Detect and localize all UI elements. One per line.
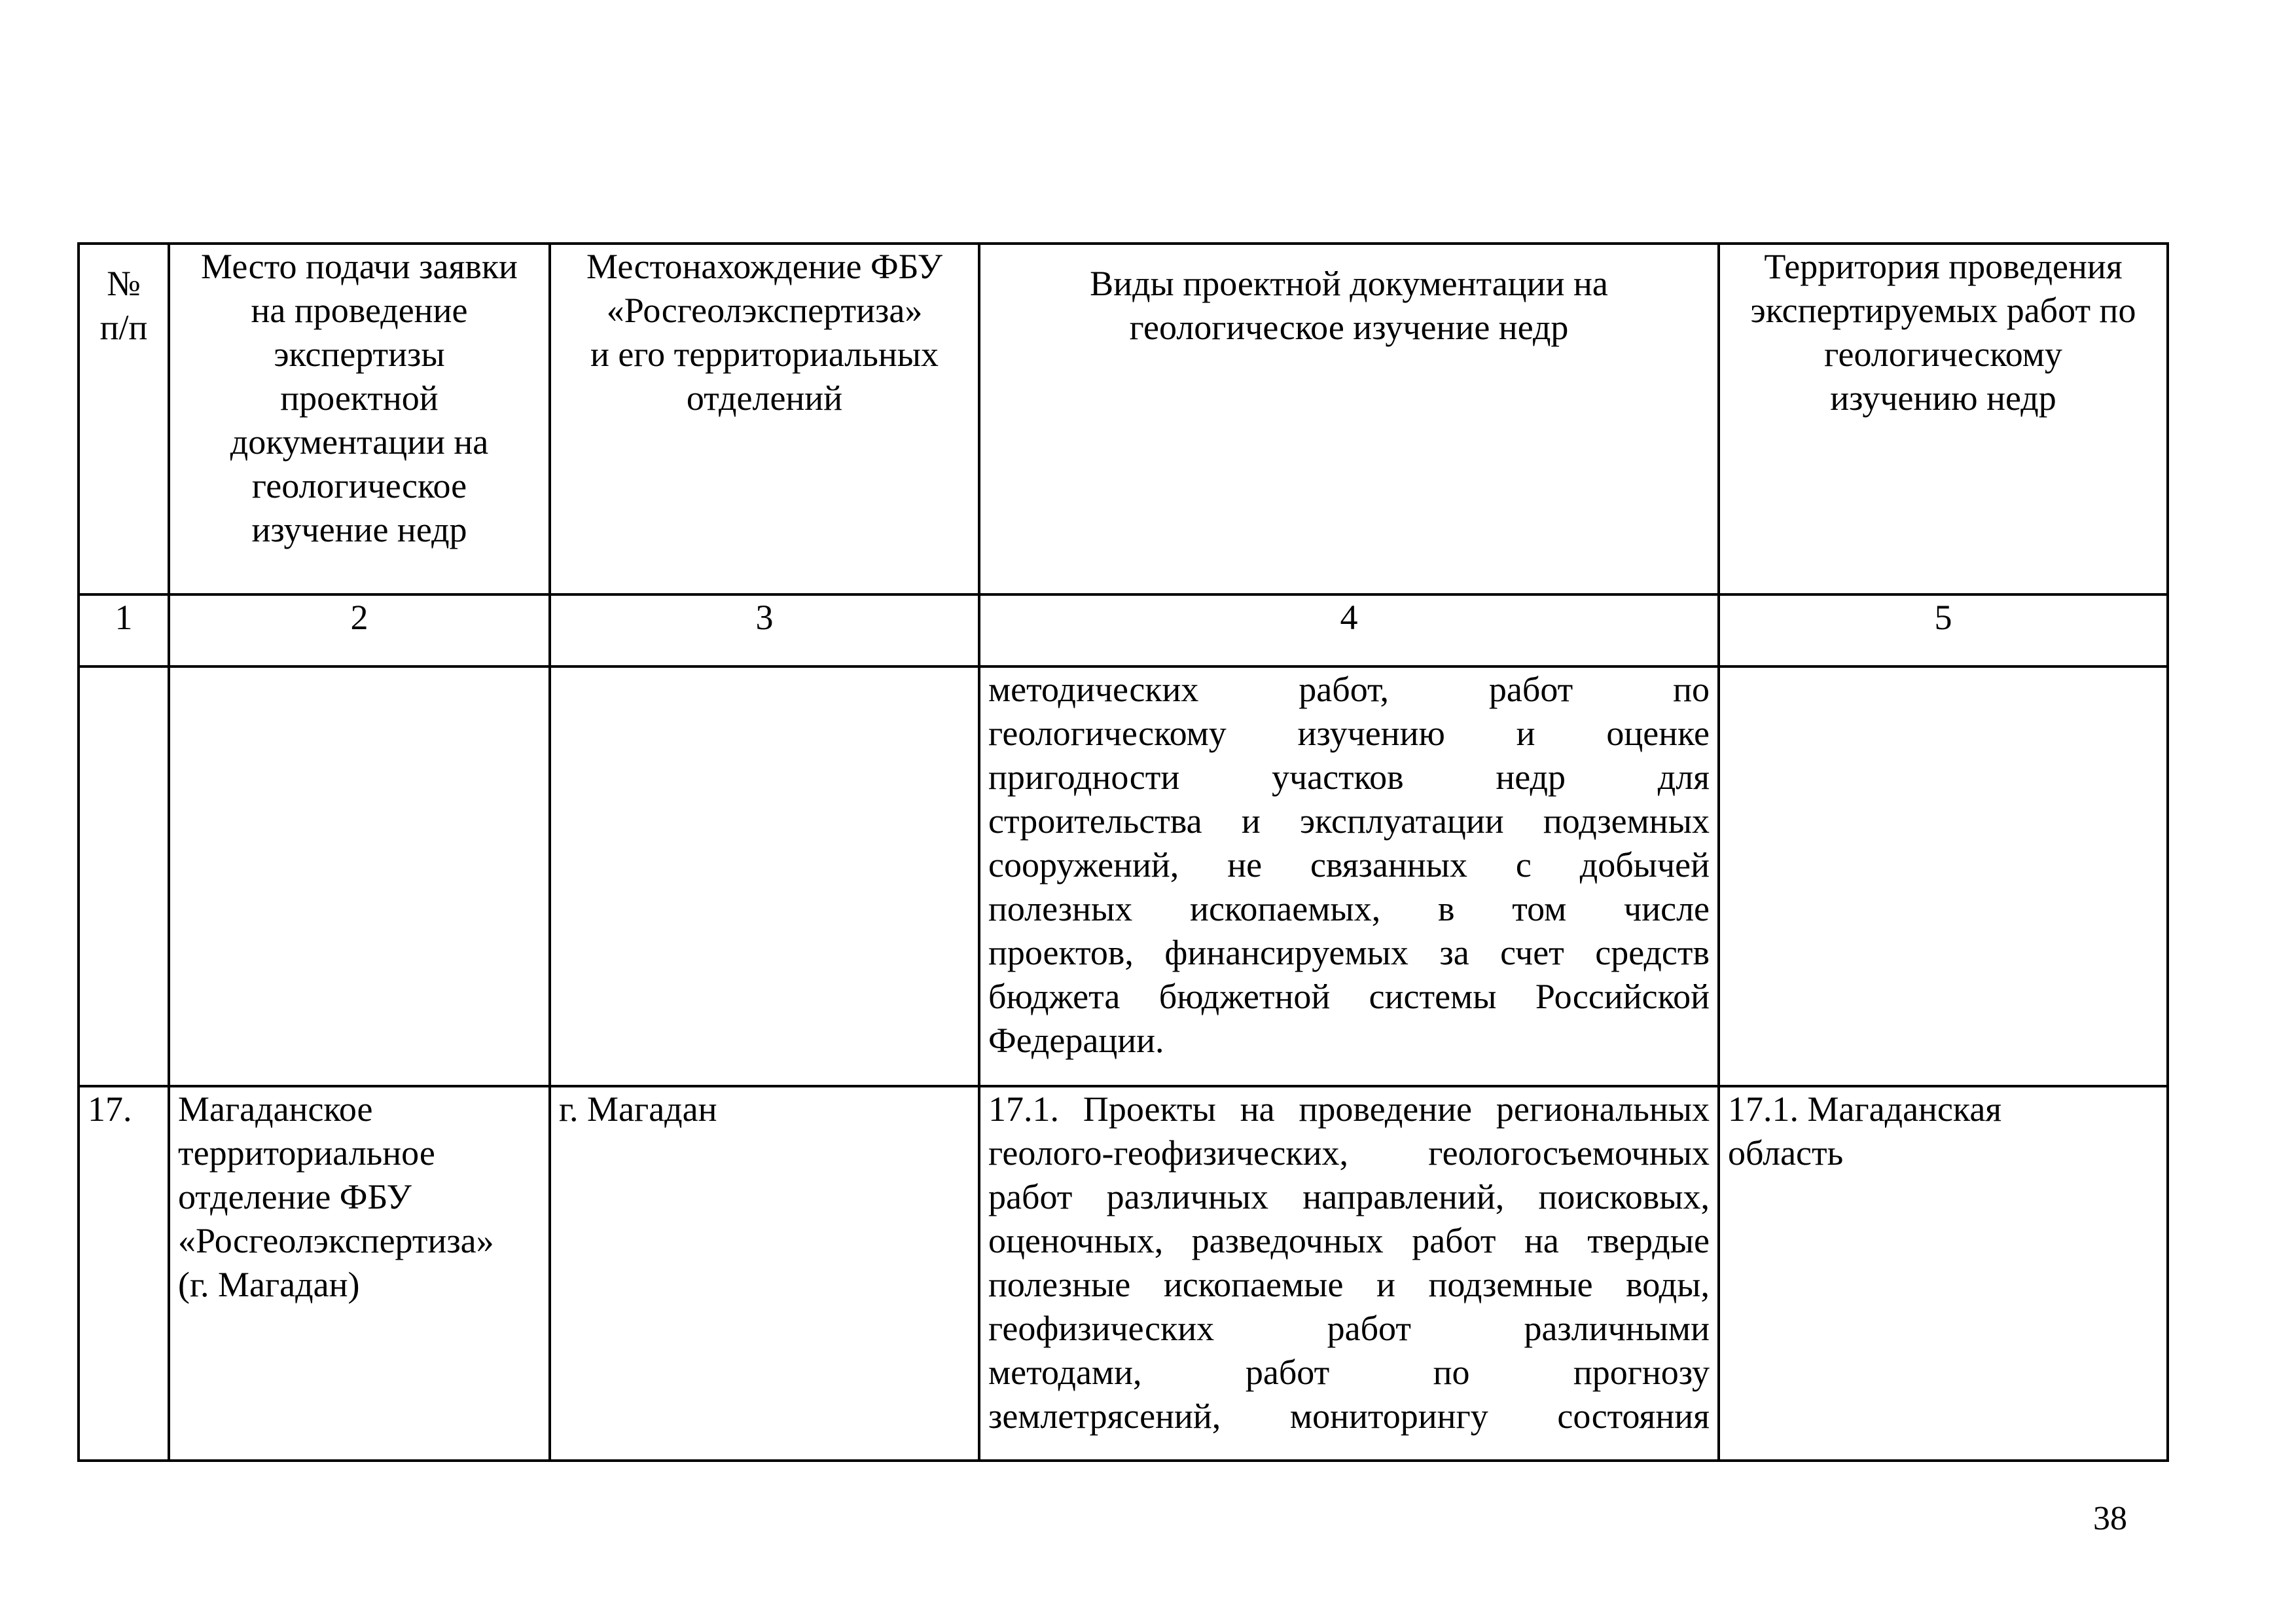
column-number: 3 — [550, 594, 979, 666]
header-number: № п/п — [79, 244, 169, 594]
empty-cell — [1719, 666, 2168, 1086]
empty-cell — [550, 666, 979, 1086]
column-number: 5 — [1719, 594, 2168, 666]
empty-cell — [79, 666, 169, 1086]
column-number: 2 — [169, 594, 550, 666]
row-territory: 17.1. Магаданская область — [1719, 1086, 2168, 1461]
continued-document-types: методических работ, работ по геологическому изучению и оценке пригодности участков недр для строительства и эксплуатации подземных сооружений, не связанных с добычей полезных ископаемых, в том числе проектов, финансируемых за счет средств бюджета бюджетной системы Российской Федерации. — [979, 666, 1719, 1086]
row-document-types: 17.1. Проекты на проведение региональных геолого-геофизических, геологосъемочных работ различных направлений, поисковых, оценочных, разведочных работ на твердые полезные ископаемые и подземные воды, геофизических работ различными методами, работ по прогнозу землетрясений, мониторингу состояния — [979, 1086, 1719, 1461]
column-number-row — [79, 594, 2168, 666]
expertise-table — [77, 242, 2169, 1462]
header-row — [79, 244, 2168, 594]
page-number: 38 — [2093, 1500, 2127, 1537]
column-number: 1 — [79, 594, 169, 666]
empty-cell — [169, 666, 550, 1086]
header-location: Местонахождение ФБУ «Росгеолэкспертиза» и его территориальных отделений — [550, 244, 979, 594]
column-number: 4 — [979, 594, 1719, 666]
table-row-continuation — [79, 666, 2168, 1086]
header-territory: Территория проведения экспертируемых работ по геологическому изучению недр — [1719, 244, 2168, 594]
header-document-types: Виды проектной документации на геологическое изучение недр — [979, 244, 1719, 594]
row-location: г. Магадан — [550, 1086, 979, 1461]
row-number: 17. — [79, 1086, 169, 1461]
header-application-place: Место подачи заявки на проведение экспертизы проектной документации на геологическое изучение недр — [169, 244, 550, 594]
table-row-17 — [79, 1086, 2168, 1461]
row-application-place: Магаданское территориальное отделение ФБУ «Росгеолэкспертиза» (г. Магадан) — [169, 1086, 550, 1461]
